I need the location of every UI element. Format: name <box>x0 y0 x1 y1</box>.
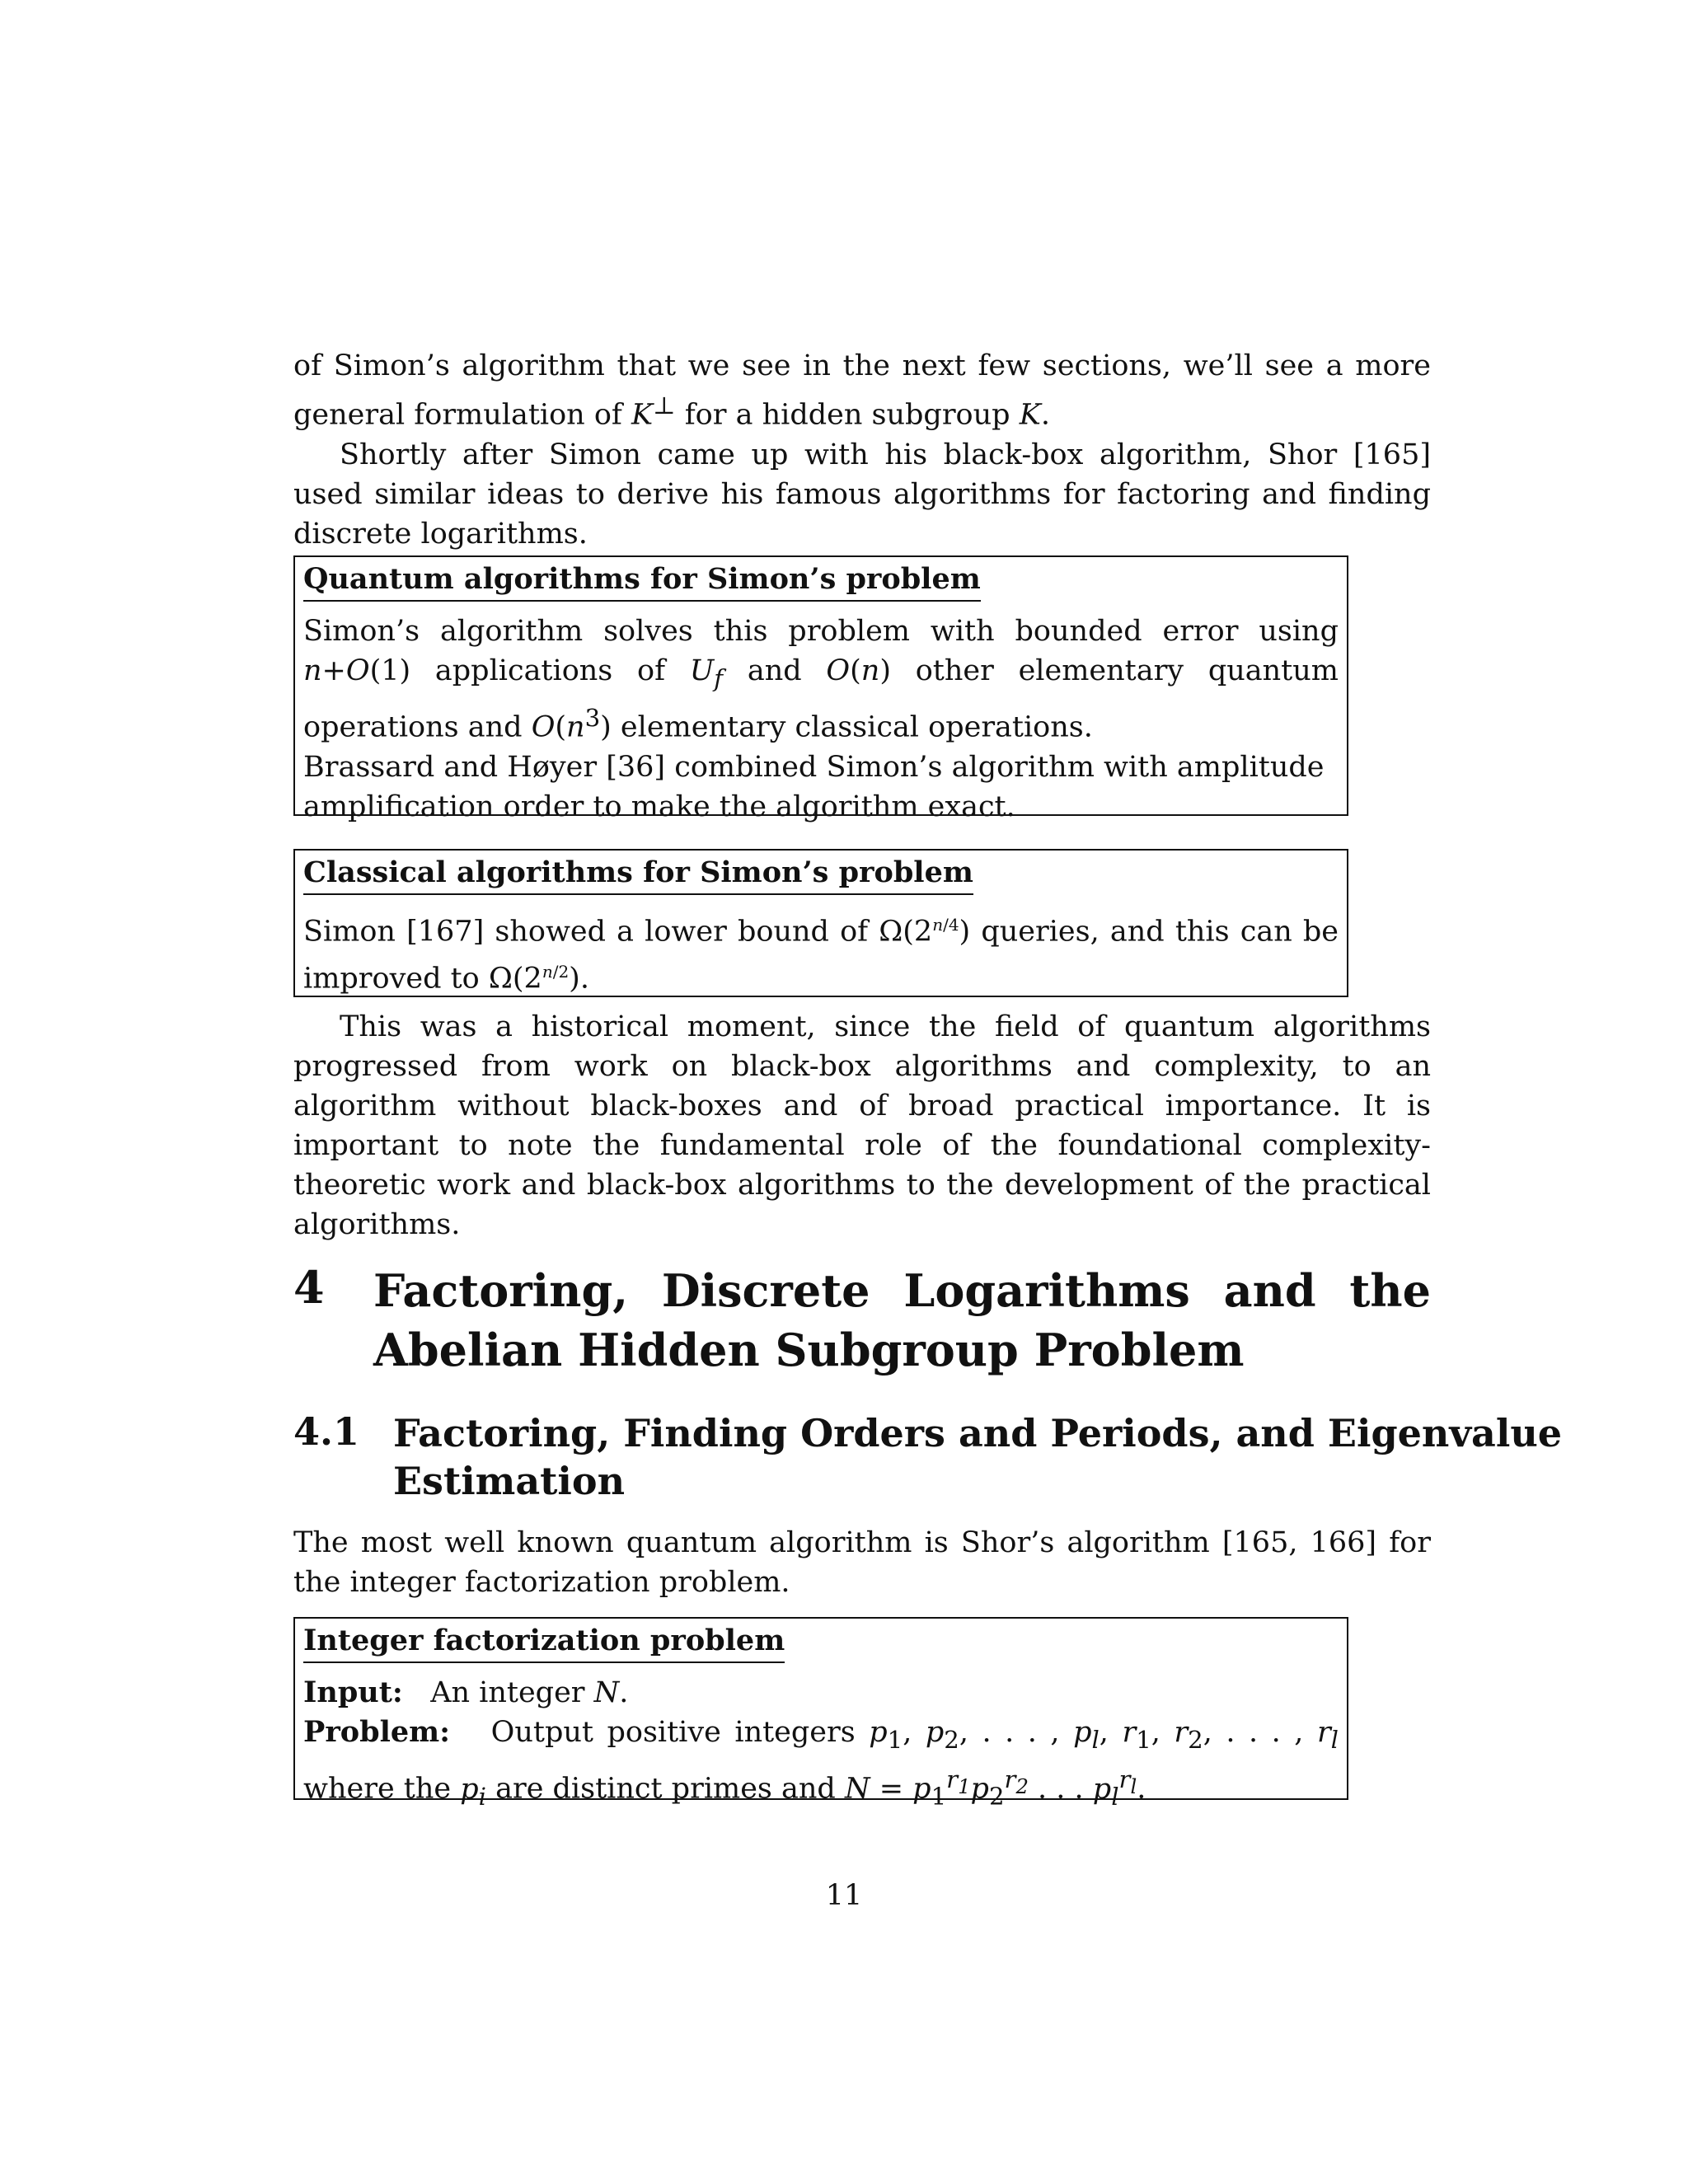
quantum-box-text-1: Simon’s algorithm solves this problem with bounded error using n+O(1) applications of $U_f$ and O(n) other elementary quantum operations and $O(n^3)$ elementary classical operations. <box>303 615 1339 744</box>
classical-algorithms-box <box>293 849 1348 997</box>
intro-paragraph-1: of Simon’s algorithm that we see in the next few sections, we’ll see a more general formulation of K⊥ for a hidden subgroup K. <box>293 349 1431 432</box>
section-title-line-2: Abelian Hidden Subgroup Problem <box>373 1324 1245 1376</box>
quantum-box-title: Quantum algorithms for Simon’s problem <box>303 560 981 602</box>
quantum-box-text-2: Brassard and Høyer [36] combined Simon’s algorithm with amplitude amplification order to make the algorithm exact. <box>303 750 1325 823</box>
integer-factorization-box <box>293 1617 1348 1811</box>
subsection-title-line-1: Factoring, Finding Orders and Periods, and Eigenvalue <box>393 1411 1563 1455</box>
shor-intro-block <box>293 1523 1431 1602</box>
problem-label: Problem: <box>303 1715 451 1749</box>
intro-text <box>293 346 1431 554</box>
section-title-line-1: Factoring, Discrete Logarithms and the <box>373 1264 1431 1317</box>
quantum-algorithms-box <box>293 555 1348 823</box>
page-number: 11 <box>825 1879 863 1912</box>
shor-intro-paragraph: The most well known quantum algorithm is Shor’s algorithm [165, 166] for the integer factorization problem. <box>293 1526 1431 1599</box>
historical-paragraph-block <box>293 1007 1431 1244</box>
classical-box-title: Classical algorithms for Simon’s problem <box>303 854 973 895</box>
subsection-title-line-2: Estimation <box>393 1459 626 1503</box>
classical-box-text: Simon [167] showed a lower bound of $\Omega(2^{n/4})$ queries, and this can be improved to $\Omega(2^{n/2})$. <box>303 915 1339 996</box>
section-number: 4 <box>293 1261 325 1314</box>
integer-box-title: Integer factorization problem <box>303 1622 785 1663</box>
subsection-number: 4.1 <box>293 1409 360 1454</box>
integer-box-input: Input: An integer N. <box>303 1675 629 1709</box>
input-label: Input: <box>303 1675 403 1709</box>
intro-paragraph-2: Shortly after Simon came up with his black-box algorithm, Shor [165] used similar ideas to derive his famous algorithms for factoring and finding discrete logarithms. <box>293 438 1431 551</box>
integer-box-problem: Problem: Output positive integers $p_1$, $p_2$, . . . , $p_l$, $r_1$, $r_2$, . . . , $r_l$ where the $p_i$ are distinct primes and $N = p_1^{r_1}p_2^{r_2}$ . . . $p_l^{r_l}$. <box>303 1715 1339 1811</box>
historical-paragraph: This was a historical moment, since the field of quantum algorithms progressed from work on black-box algorithms and complexity, to an algorithm without black-boxes and of broad practical importance. It is important to note the fundamental role of the foundational complexity-theoretic work and black-box algorithms to the development of the practical algorithms. <box>293 1010 1431 1241</box>
